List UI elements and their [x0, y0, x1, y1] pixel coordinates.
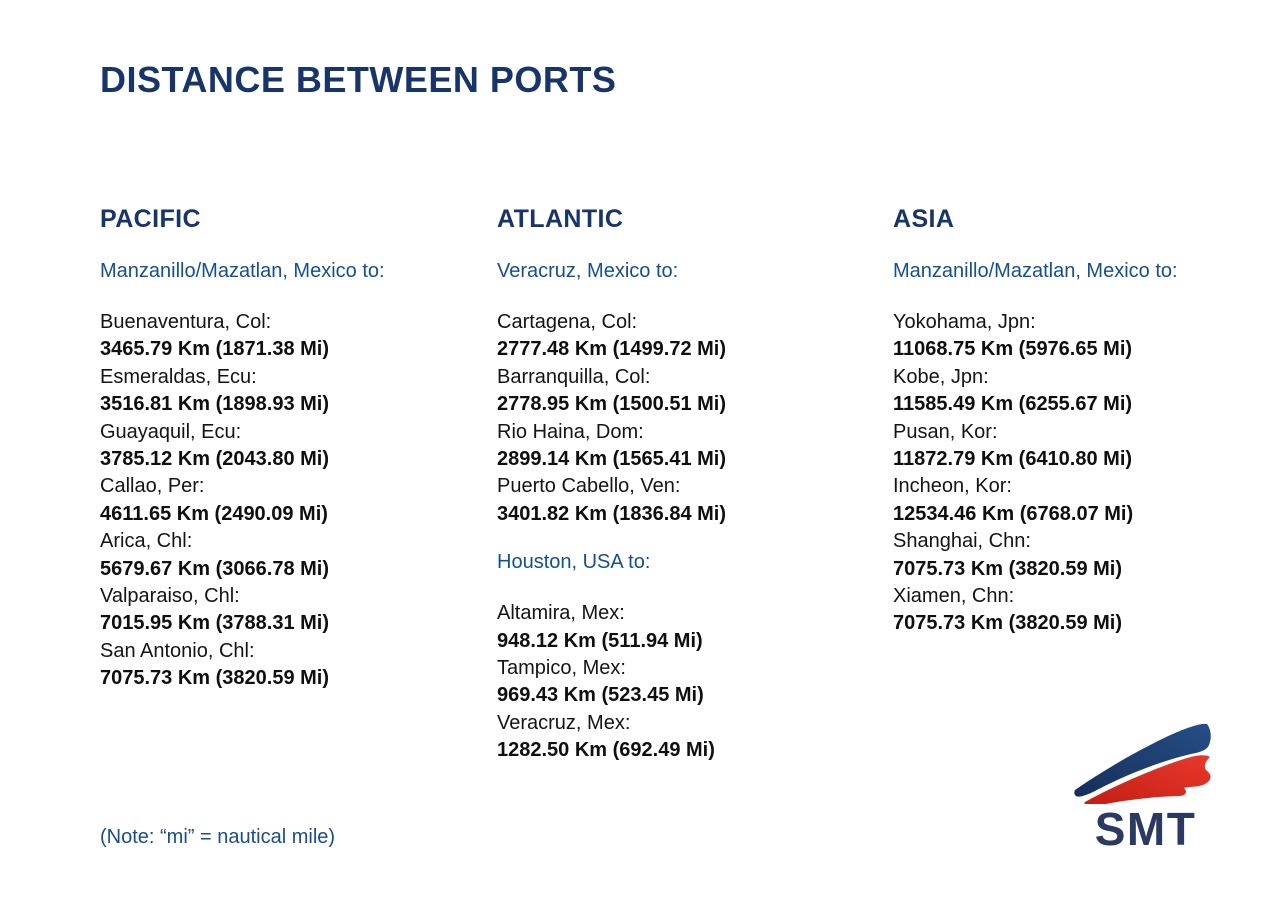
port-entry [497, 473, 877, 528]
port-name: Barranquilla, Col: [497, 365, 651, 388]
nautical-mile-note: (Note: “mi” = nautical mile) [100, 826, 336, 848]
port-name: Incheon, Kor: [893, 475, 1012, 498]
port-name: Valparaiso, Chl: [100, 585, 240, 608]
column-header-atlantic: ATLANTIC [497, 205, 624, 233]
port-name: Pusan, Kor: [893, 420, 998, 443]
port-distance: 3516.81 Km (1898.93 Mi) [100, 393, 330, 416]
port-entry [497, 600, 877, 655]
port-distance: 3785.12 Km (2043.80 Mi) [100, 448, 330, 471]
port-entry [893, 473, 1273, 528]
origin-label: Manzanillo/Mazatlan, Mexico to: [893, 260, 1178, 282]
port-name: Kobe, Jpn: [893, 365, 989, 388]
port-distance: 2899.14 Km (1565.41 Mi) [497, 448, 727, 471]
port-distance: 5679.67 Km (3066.78 Mi) [100, 557, 330, 580]
port-entry [100, 528, 480, 583]
port-entry [100, 309, 480, 364]
port-distance: 2777.48 Km (1499.72 Mi) [497, 338, 727, 361]
port-name: Cartagena, Col: [497, 311, 638, 333]
port-list [893, 309, 1273, 638]
port-distance: 3401.82 Km (1836.84 Mi) [497, 502, 727, 525]
port-distance: 3465.79 Km (1871.38 Mi) [100, 338, 330, 361]
port-entry [100, 583, 480, 638]
port-distance: 7075.73 Km (3820.59 Mi) [893, 612, 1123, 635]
port-list [100, 309, 480, 693]
port-entry [100, 364, 480, 419]
port-distance: 969.43 Km (523.45 Mi) [497, 684, 704, 707]
port-distance: 12534.46 Km (6768.07 Mi) [893, 502, 1134, 525]
port-name: Puerto Cabello, Ven: [497, 475, 681, 498]
port-entry [497, 419, 877, 474]
port-name: Altamira, Mex: [497, 602, 625, 625]
port-entry [100, 473, 480, 528]
smt-logo-text: SMT [1094, 803, 1197, 855]
port-entry [100, 638, 480, 693]
column-pacific [100, 206, 480, 693]
port-entry [497, 655, 877, 710]
port-list [497, 600, 877, 764]
origin-label: Houston, USA to: [497, 551, 651, 574]
port-entry [497, 364, 877, 419]
port-distance: 948.12 Km (511.94 Mi) [497, 629, 703, 652]
port-distance: 4611.65 Km (2490.09 Mi) [100, 502, 328, 525]
port-list [497, 309, 877, 528]
port-name: Tampico, Mex: [497, 657, 626, 680]
port-entry [893, 583, 1273, 638]
port-entry [893, 528, 1273, 583]
port-distance: 11585.49 Km (6255.67 Mi) [893, 393, 1133, 416]
port-name: Guayaquil, Ecu: [100, 420, 242, 443]
column-asia [893, 206, 1273, 638]
smt-logo [1073, 714, 1218, 855]
port-name: Veracruz, Mex: [497, 711, 631, 734]
port-entry [893, 309, 1273, 364]
port-name: Callao, Per: [100, 475, 205, 498]
port-entry [100, 419, 480, 474]
port-distance: 11068.75 Km (5976.65 Mi) [893, 338, 1133, 361]
origin-label: Veracruz, Mexico to: [497, 260, 679, 282]
page-title: DISTANCE BETWEEN PORTS [100, 59, 617, 100]
port-name: Buenaventura, Col: [100, 311, 272, 333]
port-distance: 11872.79 Km (6410.80 Mi) [893, 448, 1133, 471]
column-atlantic [497, 206, 877, 765]
port-distance: 1282.50 Km (692.49 Mi) [497, 739, 715, 762]
port-distance: 7075.73 Km (3820.59 Mi) [100, 667, 330, 690]
port-name: Arica, Chl: [100, 530, 193, 553]
port-entry [497, 309, 877, 364]
port-distance: 7075.73 Km (3820.59 Mi) [893, 557, 1123, 580]
port-entry [497, 710, 877, 765]
origin-label: Manzanillo/Mazatlan, Mexico to: [100, 260, 385, 282]
port-name: Esmeraldas, Ecu: [100, 365, 257, 388]
port-entry [893, 364, 1273, 419]
port-name: Shanghai, Chn: [893, 530, 1031, 553]
port-distance: 2778.95 Km (1500.51 Mi) [497, 393, 727, 416]
port-name: Yokohama, Jpn: [893, 311, 1036, 333]
port-name: Xiamen, Chn: [893, 585, 1015, 608]
column-header-asia: ASIA [893, 205, 955, 233]
column-header-pacific: PACIFIC [100, 205, 201, 233]
port-name: Rio Haina, Dom: [497, 420, 644, 443]
smt-swoosh-flag-icon [1073, 714, 1218, 804]
port-distance: 7015.95 Km (3788.31 Mi) [100, 612, 330, 635]
port-name: San Antonio, Chl: [100, 639, 255, 662]
port-entry [893, 419, 1273, 474]
